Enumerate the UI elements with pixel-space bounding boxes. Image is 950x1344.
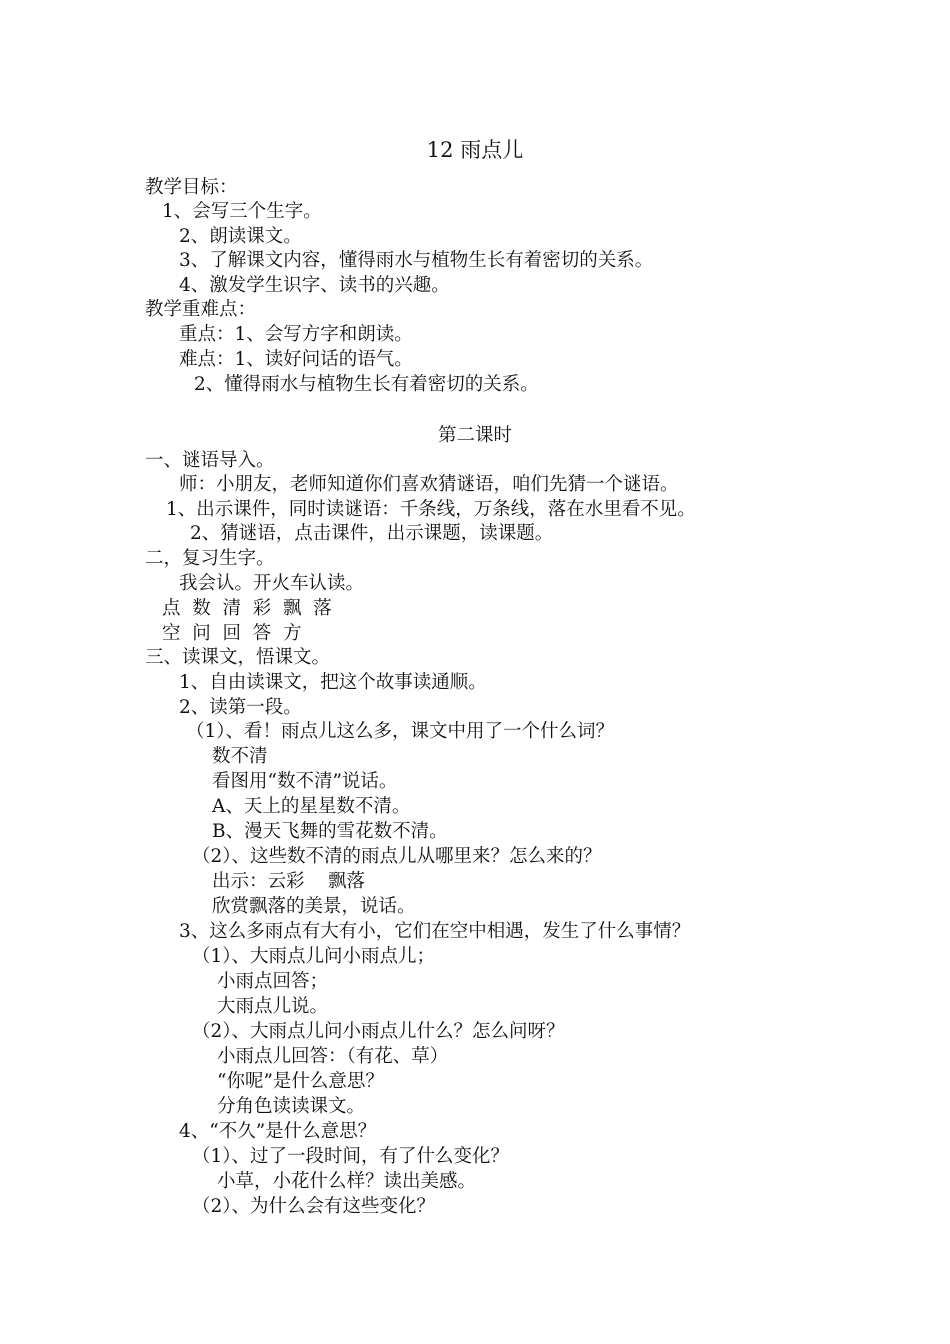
section-3-line: “你呢”是什么意思？ [217, 1071, 384, 1092]
section-1-step-1: 1、出示课件，同时读谜语：千条线，万条线，落在水里看不见。 [166, 499, 696, 520]
section-1-teacher: 师：小朋友，老师知道你们喜欢猜谜语，咱们先猜一个谜语。 [179, 474, 679, 495]
section-3-line: 2、读第一段。 [179, 697, 302, 718]
section-3-line: A、天上的星星数不清。 [212, 796, 411, 817]
section-3-line: （2）、为什么会有这些变化？ [192, 1196, 436, 1217]
section-2-intro: 我会认。开火车认读。 [179, 573, 365, 594]
objective-item: 2、朗读课文。 [179, 226, 302, 247]
section-3-line: 看图用“数不清”说话。 [212, 771, 398, 792]
section-3-line: 3、这么多雨点有大有小，它们在空中相遇，发生了什么事情？ [179, 921, 691, 942]
character-row-2: 空 问 回 答 方 [162, 623, 302, 644]
key-point-focus: 重点：1、会写方字和朗读。 [179, 324, 413, 345]
section-3-line: 小草，小花什么样？读出美感。 [217, 1171, 477, 1192]
lesson-title: 第二课时 [437, 425, 512, 446]
objective-item: 1、会写三个生字。 [162, 201, 322, 222]
section-3-heading: 三、读课文，悟课文。 [145, 647, 331, 668]
section-3-line: 出示：云彩 飘落 [212, 871, 366, 892]
key-point-difficulty-2: 2、懂得雨水与植物生长有着密切的关系。 [194, 374, 539, 395]
section-2-heading: 二，复习生字。 [145, 548, 275, 569]
section-3-line: 数不清 [212, 746, 268, 767]
document-title: 12 雨点儿 [426, 138, 524, 162]
section-3-line: 大雨点儿说。 [217, 996, 329, 1017]
section-3-line: 1、自由读课文，把这个故事读通顺。 [179, 672, 487, 693]
key-point-difficulty: 难点：1、读好问话的语气。 [179, 349, 413, 370]
section-3-line: （2）、这些数不清的雨点儿从哪里来？怎么来的？ [192, 846, 602, 867]
section-3-line: 欣赏飘落的美景，说话。 [212, 896, 416, 917]
section-3-line: （1）、看！雨点儿这么多，课文中用了一个什么词？ [186, 721, 615, 742]
section-1-heading: 一、谜语导入。 [145, 450, 275, 471]
objective-item: 3、了解课文内容，懂得雨水与植物生长有着密切的关系。 [179, 250, 654, 271]
objective-item: 4、激发学生识字、读书的兴趣。 [179, 275, 450, 296]
section-3-line: （1）、大雨点儿问小雨点儿； [192, 946, 436, 967]
section-3-line: 小雨点儿回答：（有花、草） [217, 1046, 449, 1067]
section-1-step-2: 2、猜谜语，点击课件，出示课题，读课题。 [190, 523, 554, 544]
section-3-line: B、漫天飞舞的雪花数不清。 [212, 821, 448, 842]
character-row-1: 点 数 清 彩 飘 落 [162, 598, 332, 619]
section-3-line: （1）、过了一段时间，有了什么变化？ [192, 1146, 510, 1167]
section-3-line: 小雨点回答； [217, 971, 329, 992]
section-3-line: （2）、大雨点儿问小雨点儿什么？怎么问呀？ [192, 1021, 565, 1042]
section-3-line: 4、“不久”是什么意思？ [179, 1121, 377, 1142]
section-3-line: 分角色读读课文。 [217, 1096, 366, 1117]
key-points-heading: 教学重难点： [145, 299, 257, 320]
objectives-heading: 教学目标： [145, 177, 238, 198]
